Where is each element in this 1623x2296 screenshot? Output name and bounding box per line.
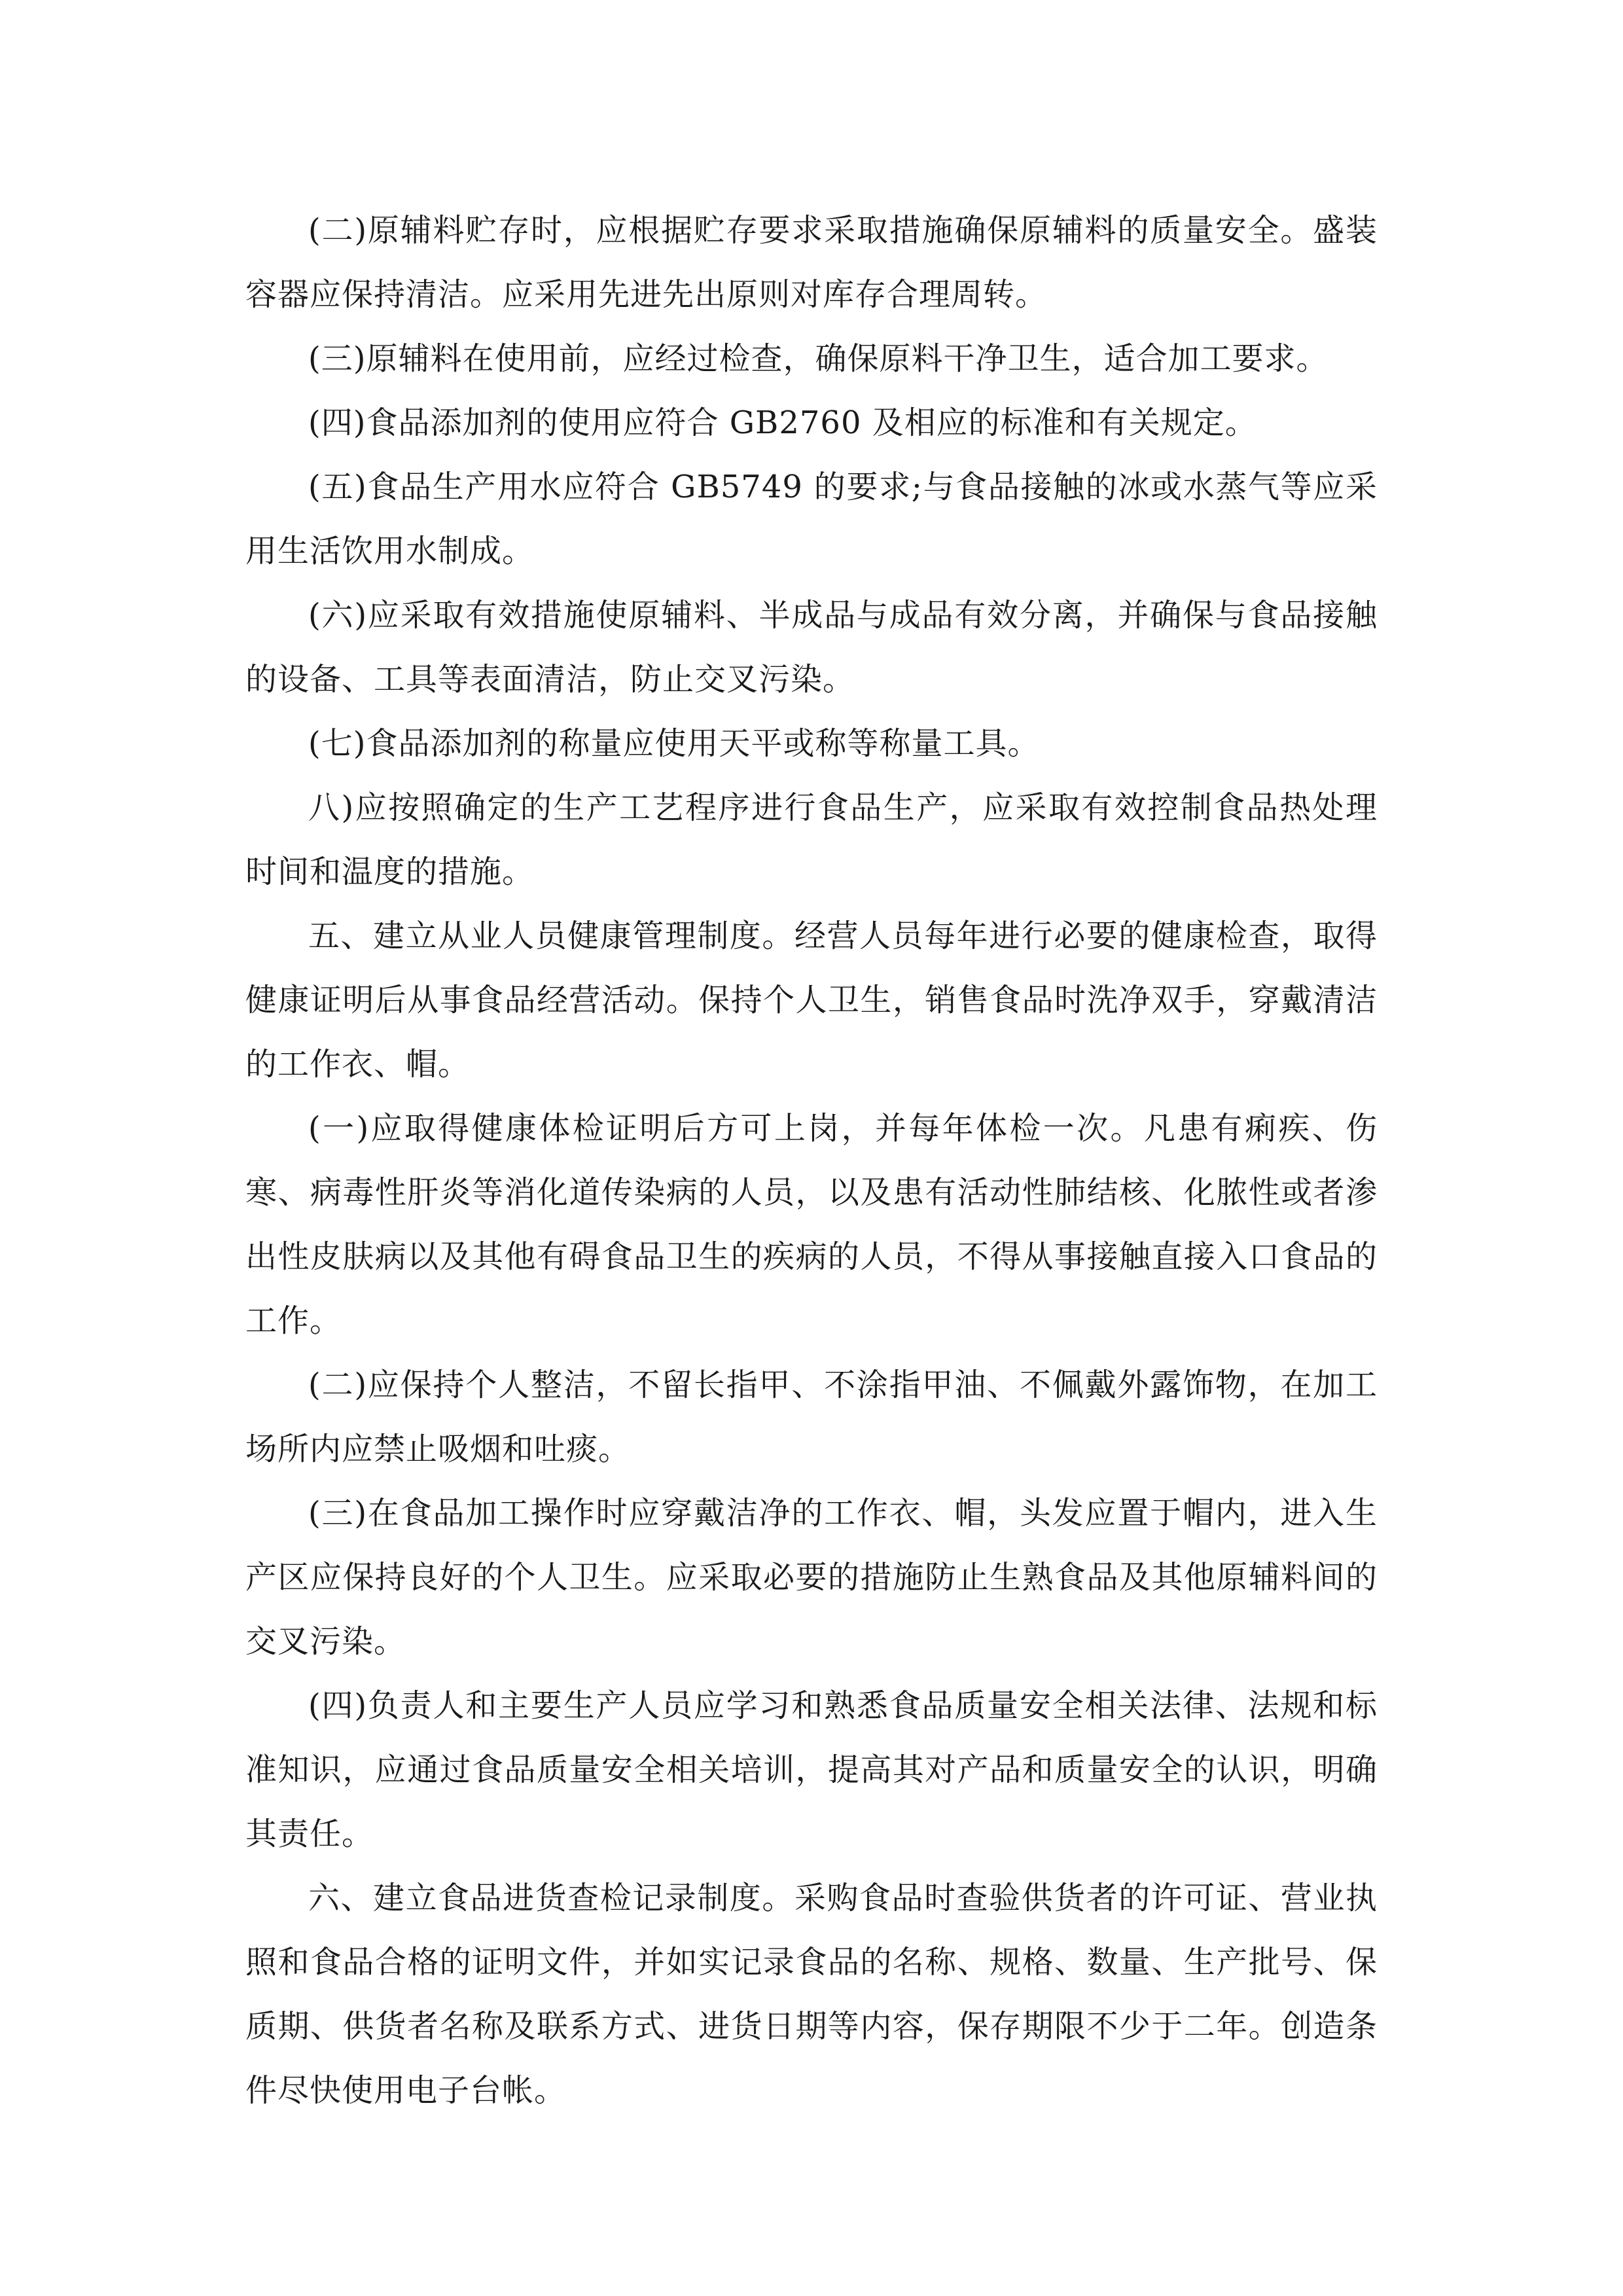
paragraph-raw-material-inspection: (三)原辅料在使用前，应经过检查，确保原料干净卫生，适合加工要求。 bbox=[308, 340, 1329, 377]
paragraph-cross-contamination: (六)应采取有效措施使原辅料、半成品与成品有效分离，并确保与食品接触的设备、工具等表面清洁，防止交叉污染。 bbox=[245, 597, 1378, 698]
paragraph-food-additives-standard: (四)食品添加剂的使用应符合 GB2760 及相应的标准和有关规定。 bbox=[308, 404, 1257, 441]
paragraph-raw-material-storage: (二)原辅料贮存时，应根据贮存要求采取措施确保原辅料的质量安全。盛装容器应保持清洁。应采用先进先出原则对库存合理周转。 bbox=[245, 212, 1378, 313]
paragraph-personal-hygiene: (二)应保持个人整洁，不留长指甲、不涂指甲油、不佩戴外露饰物，在加工场所内应禁止吸烟和吐痰。 bbox=[245, 1367, 1378, 1467]
paragraph-work-clothing: (三)在食品加工操作时应穿戴洁净的工作衣、帽，头发应置于帽内，进入生产区应保持良好的个人卫生。应采取必要的措施防止生熟食品及其他原辅料间的交叉污染。 bbox=[245, 1495, 1378, 1660]
document-body bbox=[245, 198, 1378, 2123]
paragraph-section-6-purchase-records: 六、建立食品进货查检记录制度。采购食品时查验供货者的许可证、营业执照和食品合格的证明文件，并如实记录食品的名称、规格、数量、生产批号、保质期、供货者名称及联系方式、进货日期等内容，保存期限不少于二年。创造条件尽快使用电子台帐。 bbox=[245, 1880, 1378, 2109]
paragraph-training: (四)负责人和主要生产人员应学习和熟悉食品质量安全相关法律、法规和标准知识，应通过食品质量安全相关培训，提高其对产品和质量安全的认识，明确其责任。 bbox=[245, 1687, 1378, 1852]
paragraph-additive-weighing: (七)食品添加剂的称量应使用天平或称等称量工具。 bbox=[308, 725, 1040, 762]
paragraph-production-water: (五)食品生产用水应符合 GB5749 的要求;与食品接触的冰或水蒸气等应采用生活饮用水制成。 bbox=[245, 469, 1378, 569]
paragraph-section-5-health-management: 五、建立从业人员健康管理制度。经营人员每年进行必要的健康检查，取得健康证明后从事食品经营活动。保持个人卫生，销售食品时洗净双手，穿戴清洁的工作衣、帽。 bbox=[245, 918, 1378, 1083]
paragraph-production-process: 八)应按照确定的生产工艺程序进行食品生产，应采取有效控制食品热处理时间和温度的措施。 bbox=[245, 789, 1378, 890]
paragraph-health-certificate: (一)应取得健康体检证明后方可上岗，并每年体检一次。凡患有痢疾、伤寒、病毒性肝炎等消化道传染病的人员，以及患有活动性肺结核、化脓性或者渗出性皮肤病以及其他有碍食品卫生的疾病的人员，不得从事接触直接入口食品的工作。 bbox=[245, 1110, 1378, 1339]
